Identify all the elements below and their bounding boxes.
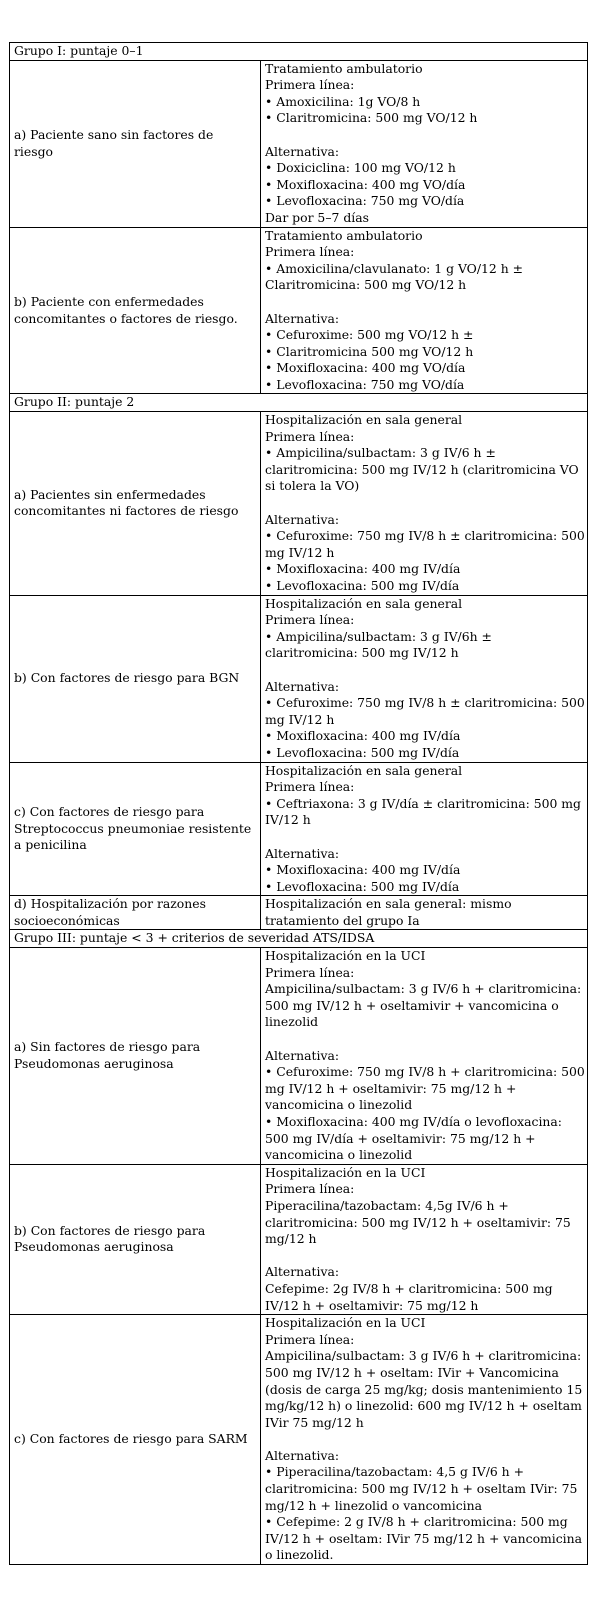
table-row [10,762,588,896]
treatment-line: Alternativa: [265,678,340,694]
treatment-line: Primera línea: [265,428,355,444]
treatment-cell [261,595,588,762]
treatment-line: • Moxifloxacina: 400 mg VO/día [265,176,466,192]
treatment-line: Dar por 5–7 días [265,209,369,225]
treatment-line: Primera línea: [265,612,355,628]
treatment-line: • Levofloxacina: 750 mg VO/día [265,193,465,209]
treatment-line: Alternativa: [265,1047,340,1063]
treatment-cell [261,1164,588,1314]
treatment-line: • Claritromicina: 500 mg VO/12 h [265,110,478,126]
treatment-cell [261,227,588,394]
treatment-line: • Claritromicina 500 mg VO/12 h [265,343,474,359]
treatment-line: • Cefuroxime: 500 mg VO/12 h ± [265,327,474,343]
table-row [10,595,588,762]
table-row [10,1164,588,1314]
spacer [265,829,585,846]
spacer [265,294,585,311]
treatment-line: Hospitalización en sala general: mismo tratamiento del grupo Ia [265,896,512,928]
treatment-line: Hospitalización en la UCI [265,1315,426,1331]
treatment-cell [261,896,588,930]
treatment-line: • Amoxicilina: 1g VO/8 h [265,93,421,109]
treatment-line: • Moxifloxacina: 400 mg VO/día [265,360,466,376]
group-header: Grupo III: puntaje < 3 + criterios de severidad ATS/IDSA [10,930,588,948]
patient-category: b) Con factores de riesgo para Pseudomonas aeruginosa [10,1164,261,1314]
treatment-line: • Ceftriaxona: 3 g IV/día ± claritromicina: 500 mg IV/12 h [265,795,581,828]
treatment-cell [261,948,588,1165]
treatment-line: Alternativa: [265,845,340,861]
treatment-line: • Piperacilina/tazobactam: 4,5 g IV/6 h + claritromicina: 500 mg IV/12 h + oseltam IVir: 75 mg/12 h + linezolid o vancomicina [265,1464,578,1513]
group-header-row [10,930,588,948]
treatment-line: Alternativa: [265,310,340,326]
patient-category: a) Pacientes sin enfermedades concomitantes ni factores de riesgo [10,412,261,596]
treatment-line: Alternativa: [265,143,340,159]
group-header-row [10,394,588,412]
treatment-table [9,42,588,1565]
spacer [265,1431,585,1448]
treatment-line: Primera línea: [265,77,355,93]
patient-category: c) Con factores de riesgo para Streptococcus pneumoniae resistente a penicilina [10,762,261,896]
treatment-line: • Cefuroxime: 750 mg IV/8 h ± claritromicina: 500 mg IV/12 h [265,528,585,560]
treatment-line: • Moxifloxacina: 400 mg IV/día o levofloxacina: 500 mg IV/día + oseltamivir: 75 mg/12 h + vancomicina o linezolid [265,1114,562,1163]
group-header: Grupo I: puntaje 0–1 [10,43,588,61]
table-row [10,1315,588,1565]
treatment-line: Alternativa: [265,1447,340,1463]
patient-category: a) Sin factores de riesgo para Pseudomonas aeruginosa [10,948,261,1165]
treatment-line: Primera línea: [265,779,355,795]
table-row [10,896,588,930]
treatment-line: • Cefuroxime: 750 mg IV/8 h + claritromicina: 500 mg IV/12 h + oseltamivir: 75 mg/12 h + vancomicina o linezolid [265,1064,585,1113]
treatment-line: • Amoxicilina/clavulanato: 1 g VO/12 h ± Claritromicina: 500 mg VO/12 h [265,260,524,293]
treatment-line: Hospitalización en sala general [265,595,463,611]
treatment-line: Piperacilina/tazobactam: 4,5g IV/6 h + claritromicina: 500 mg IV/12 h + oseltamivir: 75 mg/12 h [265,1197,571,1247]
treatment-line: • Levofloxacina: 500 mg IV/día [265,744,460,760]
treatment-line: • Moxifloxacina: 400 mg IV/día [265,561,461,577]
treatment-line: • Moxifloxacina: 400 mg IV/día [265,862,461,878]
patient-category: c) Con factores de riesgo para SARM [10,1315,261,1565]
treatment-line: • Cefuroxime: 750 mg IV/8 h ± claritromicina: 500 mg IV/12 h [265,695,585,727]
spacer [265,1031,585,1048]
treatment-line: Hospitalización en la UCI [265,948,426,964]
spacer [265,495,585,512]
spacer [265,1248,585,1265]
treatment-line: • Levofloxacina: 750 mg VO/día [265,376,465,392]
treatment-cell [261,762,588,896]
patient-category: a) Paciente sano sin factores de riesgo [10,60,261,227]
treatment-line: Hospitalización en sala general [265,412,463,428]
spacer [265,662,585,679]
treatment-line: • Cefepime: 2 g IV/8 h + claritromicina: 500 mg IV/12 h + oseltam: IVir 75 mg/12 h + vancomicina o linezolid. [265,1514,583,1563]
treatment-line: Primera línea: [265,1331,355,1347]
treatment-line: • Ampicilina/sulbactam: 3 g IV/6 h ± claritromicina: 500 mg IV/12 h (claritromicina VO si tolera la VO) [265,445,579,494]
table-row [10,227,588,394]
treatment-line: • Levofloxacina: 500 mg IV/día [265,578,460,593]
treatment-line: Hospitalización en sala general [265,762,463,778]
treatment-line: • Levofloxacina: 500 mg IV/día [265,878,460,894]
patient-category: b) Paciente con enfermedades concomitantes o factores de riesgo. [10,227,261,394]
treatment-line: Primera línea: [265,1181,355,1197]
treatment-line: Tratamiento ambulatorio [265,227,423,243]
treatment-line: • Ampicilina/sulbactam: 3 g IV/6h ± claritromicina: 500 mg IV/12 h [265,628,492,661]
treatment-line: Tratamiento ambulatorio [265,60,423,76]
patient-category: b) Con factores de riesgo para BGN [10,595,261,762]
group-header-row [10,43,588,61]
treatment-line: Ampicilina/sulbactam: 3 g IV/6 h + claritromicina: 500 mg IV/12 h + oseltamivir + vancomicina o linezolid [265,981,582,1030]
treatment-line: Cefepime: 2g IV/8 h + claritromicina: 500 mg IV/12 h + oseltamivir: 75 mg/12 h [265,1280,553,1313]
treatment-cell [261,412,588,596]
treatment-line: Primera línea: [265,964,355,980]
patient-category: d) Hospitalización por razones socioeconómicas [10,896,261,930]
treatment-line: Ampicilina/sulbactam: 3 g IV/6 h + claritromicina: 500 mg IV/12 h + oseltam: IVir + Vancomicina (dosis de carga 25 mg/kg; dosis mantenimiento 15 mg/kg/12 h) o linezolid: 600 mg IV/12 h + oseltam IVir 75 mg/12 h [265,1348,583,1430]
treatment-line: Primera línea: [265,244,355,260]
table-row [10,60,588,227]
group-header: Grupo II: puntaje 2 [10,394,588,412]
table-row [10,412,588,596]
treatment-line: • Doxiciclina: 100 mg VO/12 h [265,160,456,176]
treatment-cell [261,60,588,227]
treatment-line: • Moxifloxacina: 400 mg IV/día [265,728,461,744]
spacer [265,127,585,144]
treatment-line: Alternativa: [265,1264,340,1280]
treatment-table-body [10,43,588,1565]
treatment-cell [261,1315,588,1565]
treatment-line: Alternativa: [265,511,340,527]
treatment-line: Hospitalización en la UCI [265,1164,426,1180]
table-row [10,948,588,1165]
